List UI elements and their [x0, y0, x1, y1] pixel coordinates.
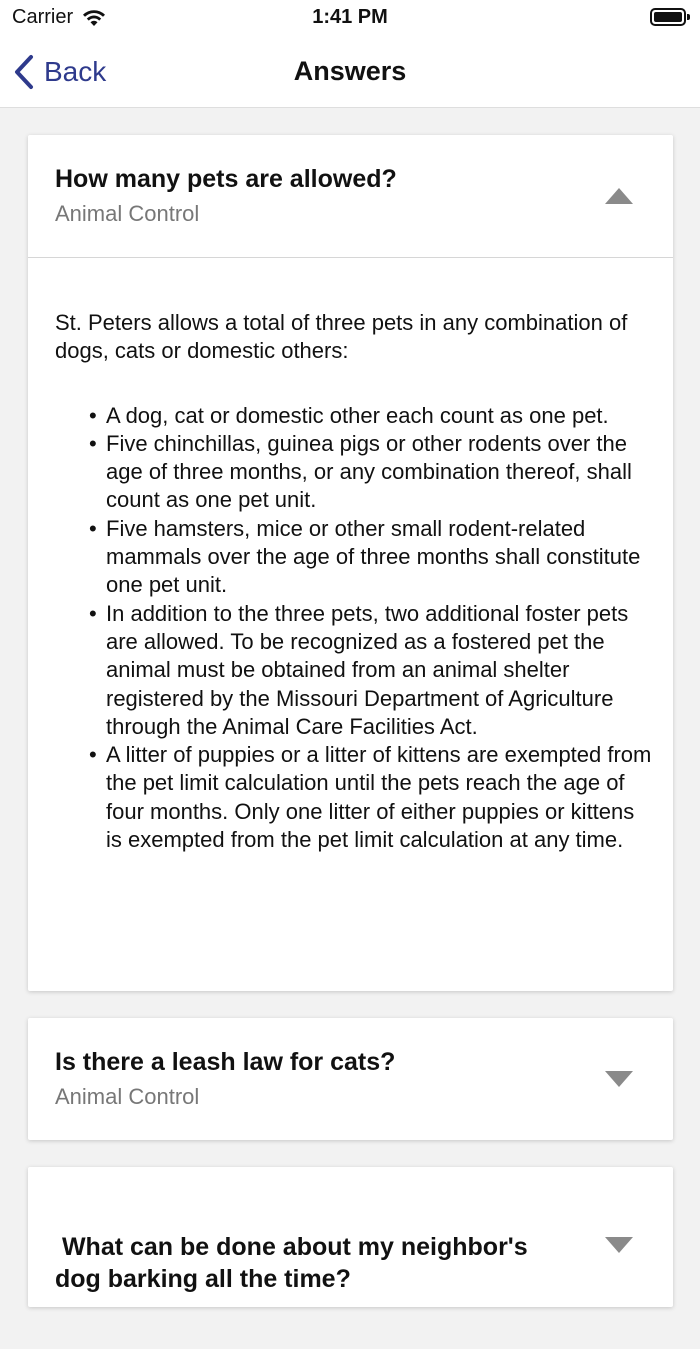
- faq-category: Animal Control: [55, 1084, 200, 1109]
- battery-icon: [650, 8, 686, 26]
- faq-card-leash-law[interactable]: [28, 1018, 673, 1140]
- list-item: • In addition to the three pets, two additional foster pets are allowed. To be recognized as a fostered pet the animal must be obtained from an animal shelter registered by the Missouri Department of Agriculture through the Animal Care Facilities Act.: [106, 600, 655, 741]
- faq-category: Animal Control: [55, 201, 200, 226]
- answer-intro: St. Peters allows a total of three pets in any combination of dogs, cats or domestic others:: [55, 310, 628, 364]
- list-item: • A dog, cat or domestic other each count as one pet.: [106, 402, 655, 430]
- faq-header[interactable]: [28, 1018, 673, 1140]
- list-item: • Five chinchillas, guinea pigs or other rodents over the age of three months, or any combination thereof, shall count as one pet unit.: [106, 430, 655, 515]
- faq-question: Is there a leash law for cats?: [55, 1048, 396, 1076]
- faq-header[interactable]: [28, 1167, 673, 1307]
- status-bar: [0, 0, 700, 36]
- faq-list[interactable]: [0, 109, 700, 1293]
- faq-header[interactable]: [28, 135, 673, 257]
- chevron-down-icon[interactable]: [605, 1071, 633, 1087]
- divider: [28, 257, 673, 258]
- faq-question: What can be done about my neighbor's dog barking all the time?: [55, 1233, 535, 1293]
- faq-answer: [55, 309, 655, 854]
- page-title: Answers: [293, 56, 407, 86]
- chevron-down-icon[interactable]: [605, 1237, 633, 1253]
- back-label: Back: [44, 56, 107, 87]
- faq-card-pets-allowed: [28, 135, 673, 991]
- answer-list: [55, 402, 655, 855]
- navigation-bar: [0, 36, 700, 108]
- faq-question: How many pets are allowed?: [55, 165, 397, 193]
- list-item: • Five hamsters, mice or other small rodent-related mammals over the age of three months shall constitute one pet unit.: [106, 515, 655, 600]
- list-item: • A litter of puppies or a litter of kittens are exempted from the pet limit calculation until the pets reach the age of four months. Only one litter of either puppies or kittens is exempted from the pet limit calculation at any time.: [106, 741, 655, 854]
- carrier-label: Carrier: [12, 6, 74, 28]
- faq-card-dog-barking[interactable]: [28, 1167, 673, 1307]
- status-time: 1:41 PM: [312, 6, 388, 28]
- chevron-up-icon[interactable]: [605, 188, 633, 204]
